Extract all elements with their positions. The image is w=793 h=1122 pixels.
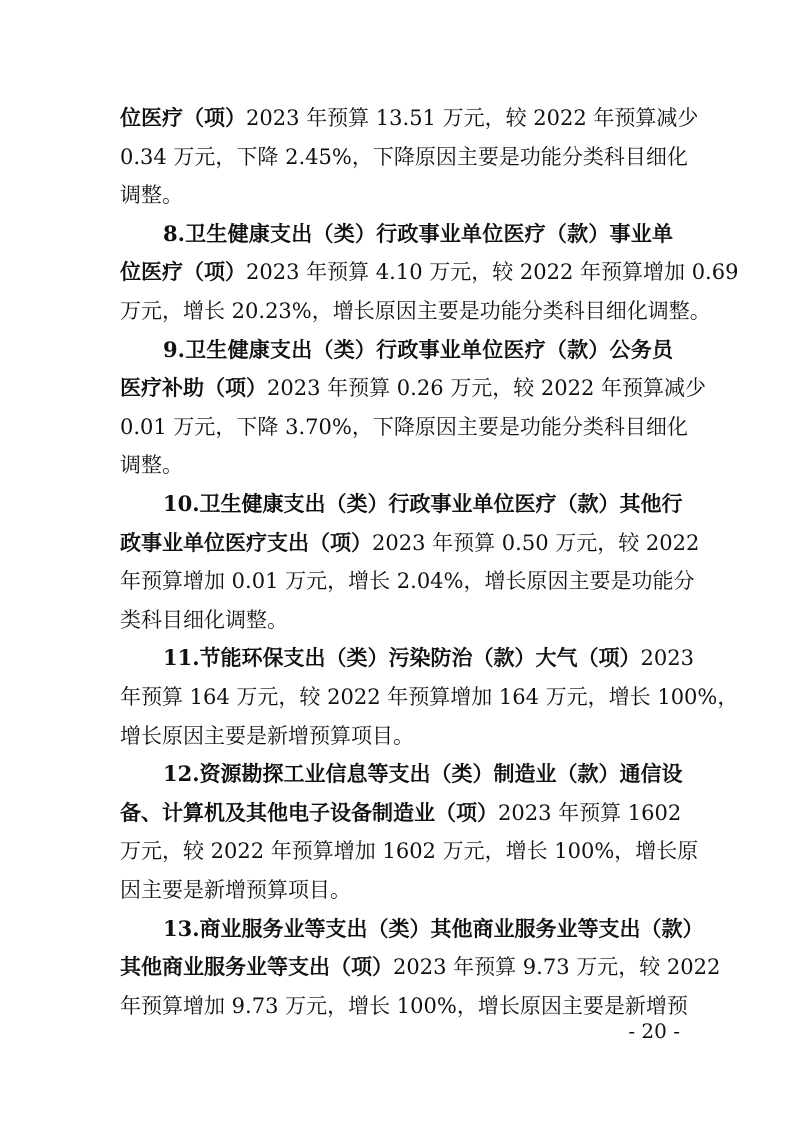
page-number: - 20 - (628, 1019, 680, 1043)
body-text: 2023 年预算 1602 (498, 800, 682, 825)
text-line (120, 559, 695, 603)
text-line (163, 636, 694, 680)
text-line (120, 366, 707, 410)
bold-heading-text: 13.商业服务业等支出（类）其他商业服务业等支出（款） (163, 915, 704, 941)
bold-heading-text: 10.卫生健康支出（类）行政事业单位医疗（款）其他行 (163, 491, 683, 516)
bold-heading-text: 其他商业服务业等支出（项） (120, 954, 393, 980)
text-line (120, 250, 739, 294)
bold-heading-text: 9.卫生健康支出（类）行政事业单位医疗（款）公务员 (163, 336, 673, 362)
body-text: 增长原因主要是新增预算项目。 (120, 723, 414, 748)
text-line (120, 714, 673, 758)
body-text: 年预算增加 0.01 万元，增长 2.04%，增长原因主要是功能分 (120, 569, 695, 594)
bold-heading-text: 医疗补助（项） (120, 375, 267, 401)
text-line (120, 675, 739, 719)
body-text: 2023 年预算 13.51 万元，较 2022 年预算减少 (246, 106, 699, 130)
body-text: 2023 年预算 9.73 万元，较 2022 (393, 955, 721, 980)
body-text: 年预算 164 万元，较 2022 年预算增加 164 万元，增长 100%， (120, 685, 739, 709)
body-text: 2023 年预算 0.26 万元，较 2022 年预算减少 (267, 376, 707, 401)
text-line (163, 752, 683, 796)
bold-heading-text: 12.资源勘探工业信息等支出（类）制造业（款）通信设 (163, 761, 683, 787)
text-line (163, 328, 673, 372)
text-line (120, 443, 673, 487)
body-text: 调整。 (120, 183, 183, 208)
text-line (120, 945, 721, 989)
text-line (120, 521, 700, 565)
body-text: 2023 (640, 646, 694, 671)
body-text: 0.34 万元，下降 2.45%，下降原因主要是功能分类科目细化 (120, 144, 688, 169)
body-text: 2023 年预算 4.10 万元，较 2022 年预算增加 0.69 (246, 260, 739, 285)
text-line (163, 907, 704, 951)
bold-heading-text: 政事业单位医疗支出（项） (120, 529, 372, 555)
body-text: 万元，较 2022 年预算增加 1602 万元，增长 100%，增长原 (120, 839, 699, 864)
bold-heading-text: 11.节能环保支出（类）污染防治（款）大气（项） (163, 645, 641, 671)
text-line (120, 96, 699, 140)
body-text: 2023 年预算 0.50 万元，较 2022 (372, 530, 700, 555)
body-text: 类科目细化调整。 (120, 607, 288, 632)
body-text: 万元，增长 20.23%，增长原因主要是功能分类科目细化调整。 (120, 299, 711, 323)
body-text: 因主要是新增预算项目。 (120, 878, 351, 902)
text-line (163, 482, 683, 526)
text-line (120, 598, 673, 642)
body-text: 0.01 万元，下降 3.70%，下降原因主要是功能分类科目细化 (120, 414, 688, 439)
text-line (120, 135, 688, 179)
bold-heading-text: 位医疗（项） (120, 105, 246, 130)
body-text: 调整。 (120, 453, 183, 478)
text-line (120, 829, 699, 873)
text-line (120, 791, 682, 835)
body-text: 年预算增加 9.73 万元，增长 100%，增长原因主要是新增预 (120, 993, 688, 1018)
text-line (120, 405, 688, 449)
text-line (120, 289, 711, 333)
bold-heading-text: 备、计算机及其他电子设备制造业（项） (120, 799, 498, 825)
text-line (120, 868, 673, 912)
text-line (120, 173, 673, 217)
text-line (163, 212, 673, 256)
bold-heading-text: 位医疗（项） (120, 259, 246, 285)
bold-heading-text: 8.卫生健康支出（类）行政事业单位医疗（款）事业单 (163, 220, 673, 246)
